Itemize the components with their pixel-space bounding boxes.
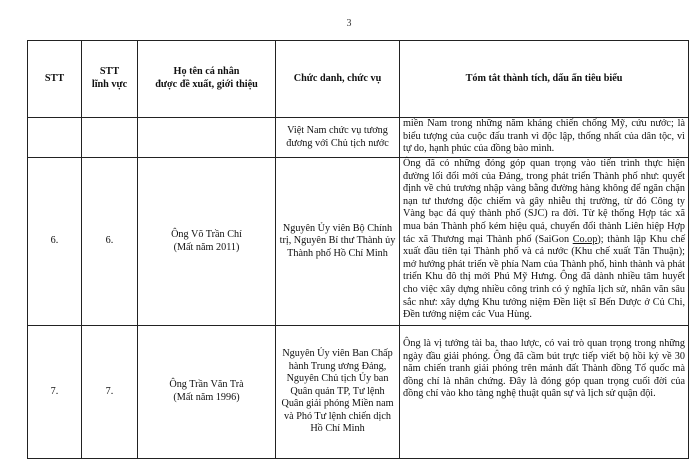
page-number: 3 [346, 18, 352, 29]
cell-position: Nguyên Ủy viên Bộ Chính trị, Nguyên Bí thư Thành ủy Thành phố Hồ Chí Minh [276, 158, 400, 326]
nominee-name: Ông Võ Trần Chí [171, 228, 242, 240]
nominee-status: (Mất năm 2011) [173, 241, 240, 253]
header-nominee-line2: được đề xuất, giới thiệu [155, 79, 258, 90]
summary-text-part2: ); thành lập Khu chế xuất đầu tiên tại Thành phố và cả nước (Khu chế xuất Tân Thuận); mở hướng phát triển về phía Nam của Thành phố, hình thành và phát triển Khu đô thị mới Phú Mỹ Hưng. Ông đã dành nhiều tâm huyết cho việc xây dựng nhiều công trình có ý nghĩa lịch sử, nhân văn sâu sắc như: xây dựng Khu tưởng niệm Đền liệt sĩ Bến Dược ở Củ Chi, Đền tưởng niệm các Vua Hùng. [403, 233, 686, 321]
nominee-name: Ông Trần Văn Trà [169, 379, 244, 391]
cell-summary: Ông là vị tướng tài ba, thao lược, có vai trò quan trọng trong những ngày đầu giải phóng. Ông đã cầm bút trực tiếp viết bộ hồi ký về 30 năm chiến tranh giải phóng trên mảnh đất Thành đồng Tổ quốc mà đồng chí là nhân chứng. Đây là đóng góp quan trọng cuối đời của đồng chí vào kho tàng nghệ thuật quân sự và lịch sử quận đội. [400, 326, 689, 459]
cell-summary: miền Nam trong những năm kháng chiến chống Mỹ, cứu nước; là biểu tượng của cuộc đấu tranh vì độc lập, thống nhất của dân tộc, vì tự do, hạnh phúc của đồng bào mình. [400, 118, 689, 158]
cell-stt: 6. [28, 158, 82, 326]
cell-stt-field: 6. [82, 158, 138, 326]
header-nominee-line1: Họ tên cá nhân [173, 66, 240, 78]
cell-stt [28, 118, 82, 158]
table-row [28, 326, 689, 459]
cell-name [138, 158, 276, 326]
nominee-status: (Mất năm 1996) [173, 392, 240, 403]
cell-position: Nguyên Ủy viên Ban Chấp hành Trung ương Đảng, Nguyên Chủ tịch Ủy ban Quân quản TP, Tư lệnh Quân giải phóng Miền nam và Phó Tư lệnh chiến dịch Hồ Chí Minh [276, 326, 400, 459]
header-stt-field-line2: lĩnh vực [91, 79, 128, 90]
header-nominee [138, 41, 276, 118]
header-stt: STT [28, 41, 82, 118]
cell-summary [400, 158, 689, 326]
table-header-row [28, 41, 689, 118]
saigon-coop-link[interactable]: Co.op [572, 233, 598, 245]
header-stt-field-line1: STT [99, 66, 120, 78]
summary-text-part1: Ông đã có những đóng góp quan trọng vào tiến trình thực hiện đường lối đổi mới của Đảng, trong phát triển Thành phố như: quyết định về chủ trương nhập vàng bằng đường hàng không để ngăn chặn nạn tư thương độc chiếm và gây nhiễu thị trường, từ đó Công ty Vàng bạc đá quý thành phố (SJC) ra đời. Từ kệ thống Hợp tác xã mua bán Thành phố kém hiệu quả, chuyển đổi thành Liên hiệp Hợp tác xã Thương mại Thành phố (SaiGon [403, 158, 685, 245]
table-row [28, 118, 689, 158]
header-position: Chức danh, chức vụ [276, 41, 400, 118]
header-stt-field [82, 41, 138, 118]
cell-position: Việt Nam chức vụ tương đương với Chủ tịch nước [276, 118, 400, 158]
cell-stt-field: 7. [82, 326, 138, 459]
cell-name [138, 118, 276, 158]
cell-stt-field [82, 118, 138, 158]
cell-name [138, 326, 276, 459]
nominee-table [27, 40, 689, 459]
header-summary: Tóm tắt thành tích, dấu ấn tiêu biểu [400, 41, 689, 118]
table-row [28, 158, 689, 326]
cell-stt: 7. [28, 326, 82, 459]
